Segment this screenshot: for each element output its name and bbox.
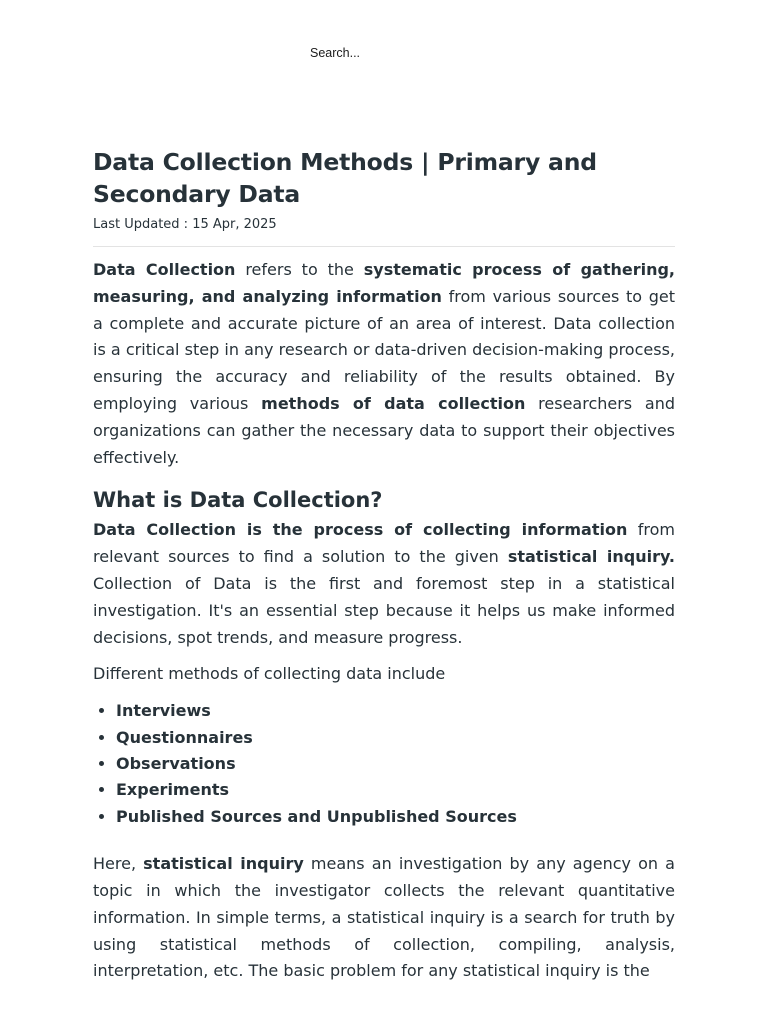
article [93, 146, 675, 985]
text-span: means an investigation by any agency on a topic in which the investigator collects the relevant quantitative information. In simple terms, a statistical inquiry is a search for truth by using statistical methods of collection, compiling, analysis, interpretation, etc. The basic problem for any statistical inquiry is the [93, 854, 675, 981]
text-span: Here, [93, 854, 144, 874]
list-item: • Questionnaires [116, 725, 675, 751]
last-updated: Last Updated : 15 Apr, 2025 [93, 217, 277, 232]
bold-text: Data Collection is the process of collecting information [93, 520, 628, 540]
bold-text: methods of data collection [261, 393, 526, 413]
section-heading: What is Data Collection? [93, 488, 383, 513]
search-input[interactable]: Search... [310, 46, 361, 60]
list-item: • Published Sources and Unpublished Sources [116, 804, 675, 830]
text-span: refers to the [235, 260, 364, 279]
bold-text: statistical inquiry [143, 854, 304, 874]
text-span: from various sources to get a complete and accurate picture of an area of interest. Data collection is a critical step in any research or data-driven decision-making process, ensuring the accuracy and reliability of the results obtained. By employing various [93, 286, 676, 413]
list-item: • Experiments [116, 777, 675, 803]
definition-paragraph [93, 517, 675, 651]
bold-text: systematic process of gathering, measuring, and analyzing information [93, 260, 676, 306]
list-item: • Observations [116, 751, 675, 777]
methods-intro: Different methods of collecting data include [93, 664, 446, 684]
divider [93, 246, 675, 247]
text-span: researchers and organizations can gather the necessary data to support their objectives effectively. [93, 393, 676, 467]
text-span: from relevant sources to find a solution to the given [93, 520, 675, 567]
list-item: • Interviews [116, 698, 675, 724]
intro-paragraph [93, 257, 675, 471]
bold-text: statistical inquiry. [507, 547, 676, 567]
text-span: Collection of Data is the first and foremost step in a statistical investigation. It's an essential step because it helps us make informed decisions, spot trends, and measure progress. [93, 573, 675, 647]
statistical-inquiry-paragraph [93, 851, 675, 985]
methods-list [93, 698, 675, 830]
article-title: Data Collection Methods | Primary and Secondary Data [93, 148, 597, 208]
bold-text: Data Collection [93, 260, 236, 279]
